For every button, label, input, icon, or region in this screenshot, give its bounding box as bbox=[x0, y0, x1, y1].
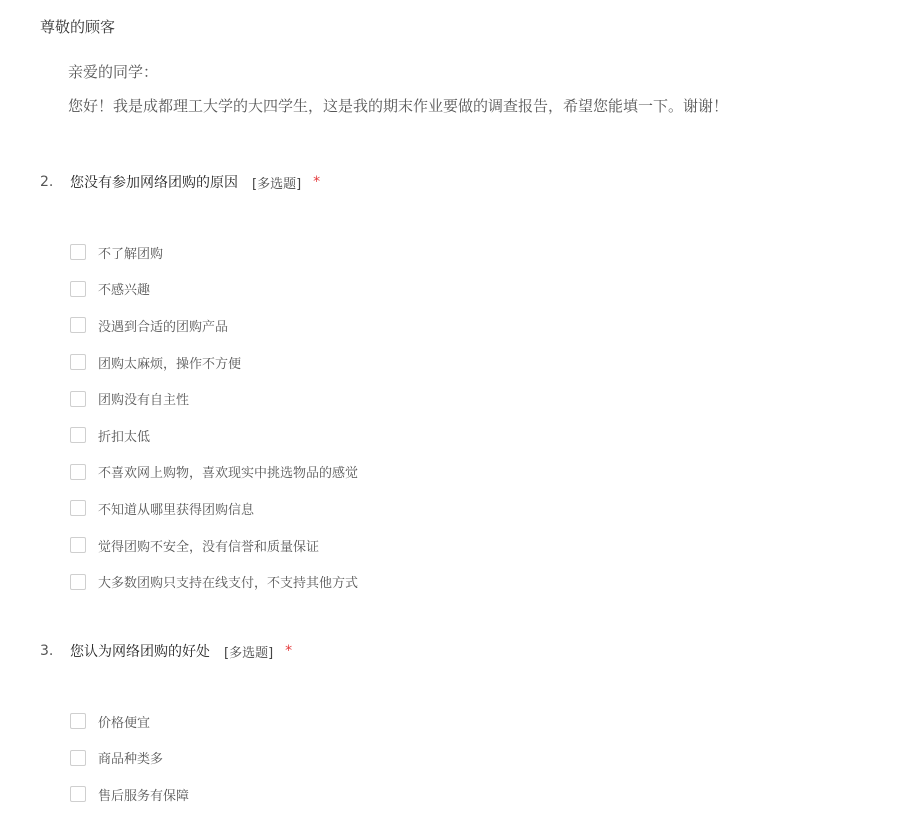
checkbox[interactable] bbox=[70, 391, 86, 407]
question-number: 3. bbox=[40, 643, 54, 659]
checkbox[interactable] bbox=[70, 354, 86, 370]
checkbox[interactable] bbox=[70, 750, 86, 766]
option-item[interactable] bbox=[70, 454, 358, 491]
option-item[interactable] bbox=[70, 740, 189, 777]
checkbox[interactable] bbox=[70, 427, 86, 443]
option-label: 大多数团购只支持在线支付，不支持其他方式 bbox=[98, 576, 359, 592]
option-item[interactable] bbox=[70, 490, 358, 527]
option-label: 不感兴趣 bbox=[98, 283, 151, 299]
option-item[interactable] bbox=[70, 271, 358, 308]
question-header bbox=[40, 641, 292, 661]
question-number: 2. bbox=[40, 174, 54, 190]
checkbox[interactable] bbox=[70, 537, 86, 553]
required-marker: * bbox=[313, 174, 321, 190]
option-item[interactable] bbox=[70, 307, 358, 344]
checkbox[interactable] bbox=[70, 281, 86, 297]
option-item[interactable] bbox=[70, 344, 358, 381]
checkbox[interactable] bbox=[70, 574, 86, 590]
checkbox[interactable] bbox=[70, 713, 86, 729]
question-title: 您没有参加网络团购的原因 bbox=[70, 175, 238, 191]
option-label: 不知道从哪里获得团购信息 bbox=[98, 502, 255, 518]
option-item[interactable] bbox=[70, 417, 358, 454]
option-list bbox=[70, 703, 189, 813]
option-item[interactable] bbox=[70, 527, 358, 564]
checkbox[interactable] bbox=[70, 500, 86, 516]
option-item[interactable] bbox=[70, 380, 358, 417]
option-item[interactable] bbox=[70, 234, 358, 271]
option-label: 不喜欢网上购物，喜欢现实中挑选物品的感觉 bbox=[98, 466, 359, 482]
option-item[interactable] bbox=[70, 563, 358, 600]
intro-greeting: 亲爱的同学： bbox=[68, 63, 159, 81]
option-item[interactable] bbox=[70, 776, 189, 813]
option-label: 团购太麻烦，操作不方便 bbox=[98, 356, 242, 372]
checkbox[interactable] bbox=[70, 786, 86, 802]
survey-title: 尊敬的顾客 bbox=[40, 18, 116, 36]
intro-section bbox=[68, 55, 728, 123]
question-type: [多选题] bbox=[224, 645, 274, 661]
option-item[interactable] bbox=[70, 703, 189, 740]
option-label: 觉得团购不安全，没有信誉和质量保证 bbox=[98, 539, 320, 555]
question-header bbox=[40, 172, 320, 192]
intro-text: 您好！我是成都理工大学的大四学生，这是我的期末作业要做的调查报告，希望您能填一下。谢谢！ bbox=[68, 97, 729, 115]
option-label: 折扣太低 bbox=[98, 429, 151, 445]
checkbox[interactable] bbox=[70, 464, 86, 480]
checkbox[interactable] bbox=[70, 244, 86, 260]
question-2 bbox=[40, 172, 359, 592]
checkbox[interactable] bbox=[70, 317, 86, 333]
option-label: 不了解团购 bbox=[98, 246, 164, 262]
option-label: 商品种类多 bbox=[98, 752, 164, 768]
required-marker: * bbox=[285, 643, 293, 659]
question-type: [多选题] bbox=[252, 176, 302, 192]
option-label: 价格便宜 bbox=[98, 715, 151, 731]
question-title: 您认为网络团购的好处 bbox=[70, 644, 210, 660]
option-list bbox=[70, 234, 358, 600]
option-label: 没遇到合适的团购产品 bbox=[98, 319, 229, 335]
option-label: 团购没有自主性 bbox=[98, 393, 190, 409]
option-label: 售后服务有保障 bbox=[98, 788, 190, 804]
question-3 bbox=[40, 641, 293, 804]
